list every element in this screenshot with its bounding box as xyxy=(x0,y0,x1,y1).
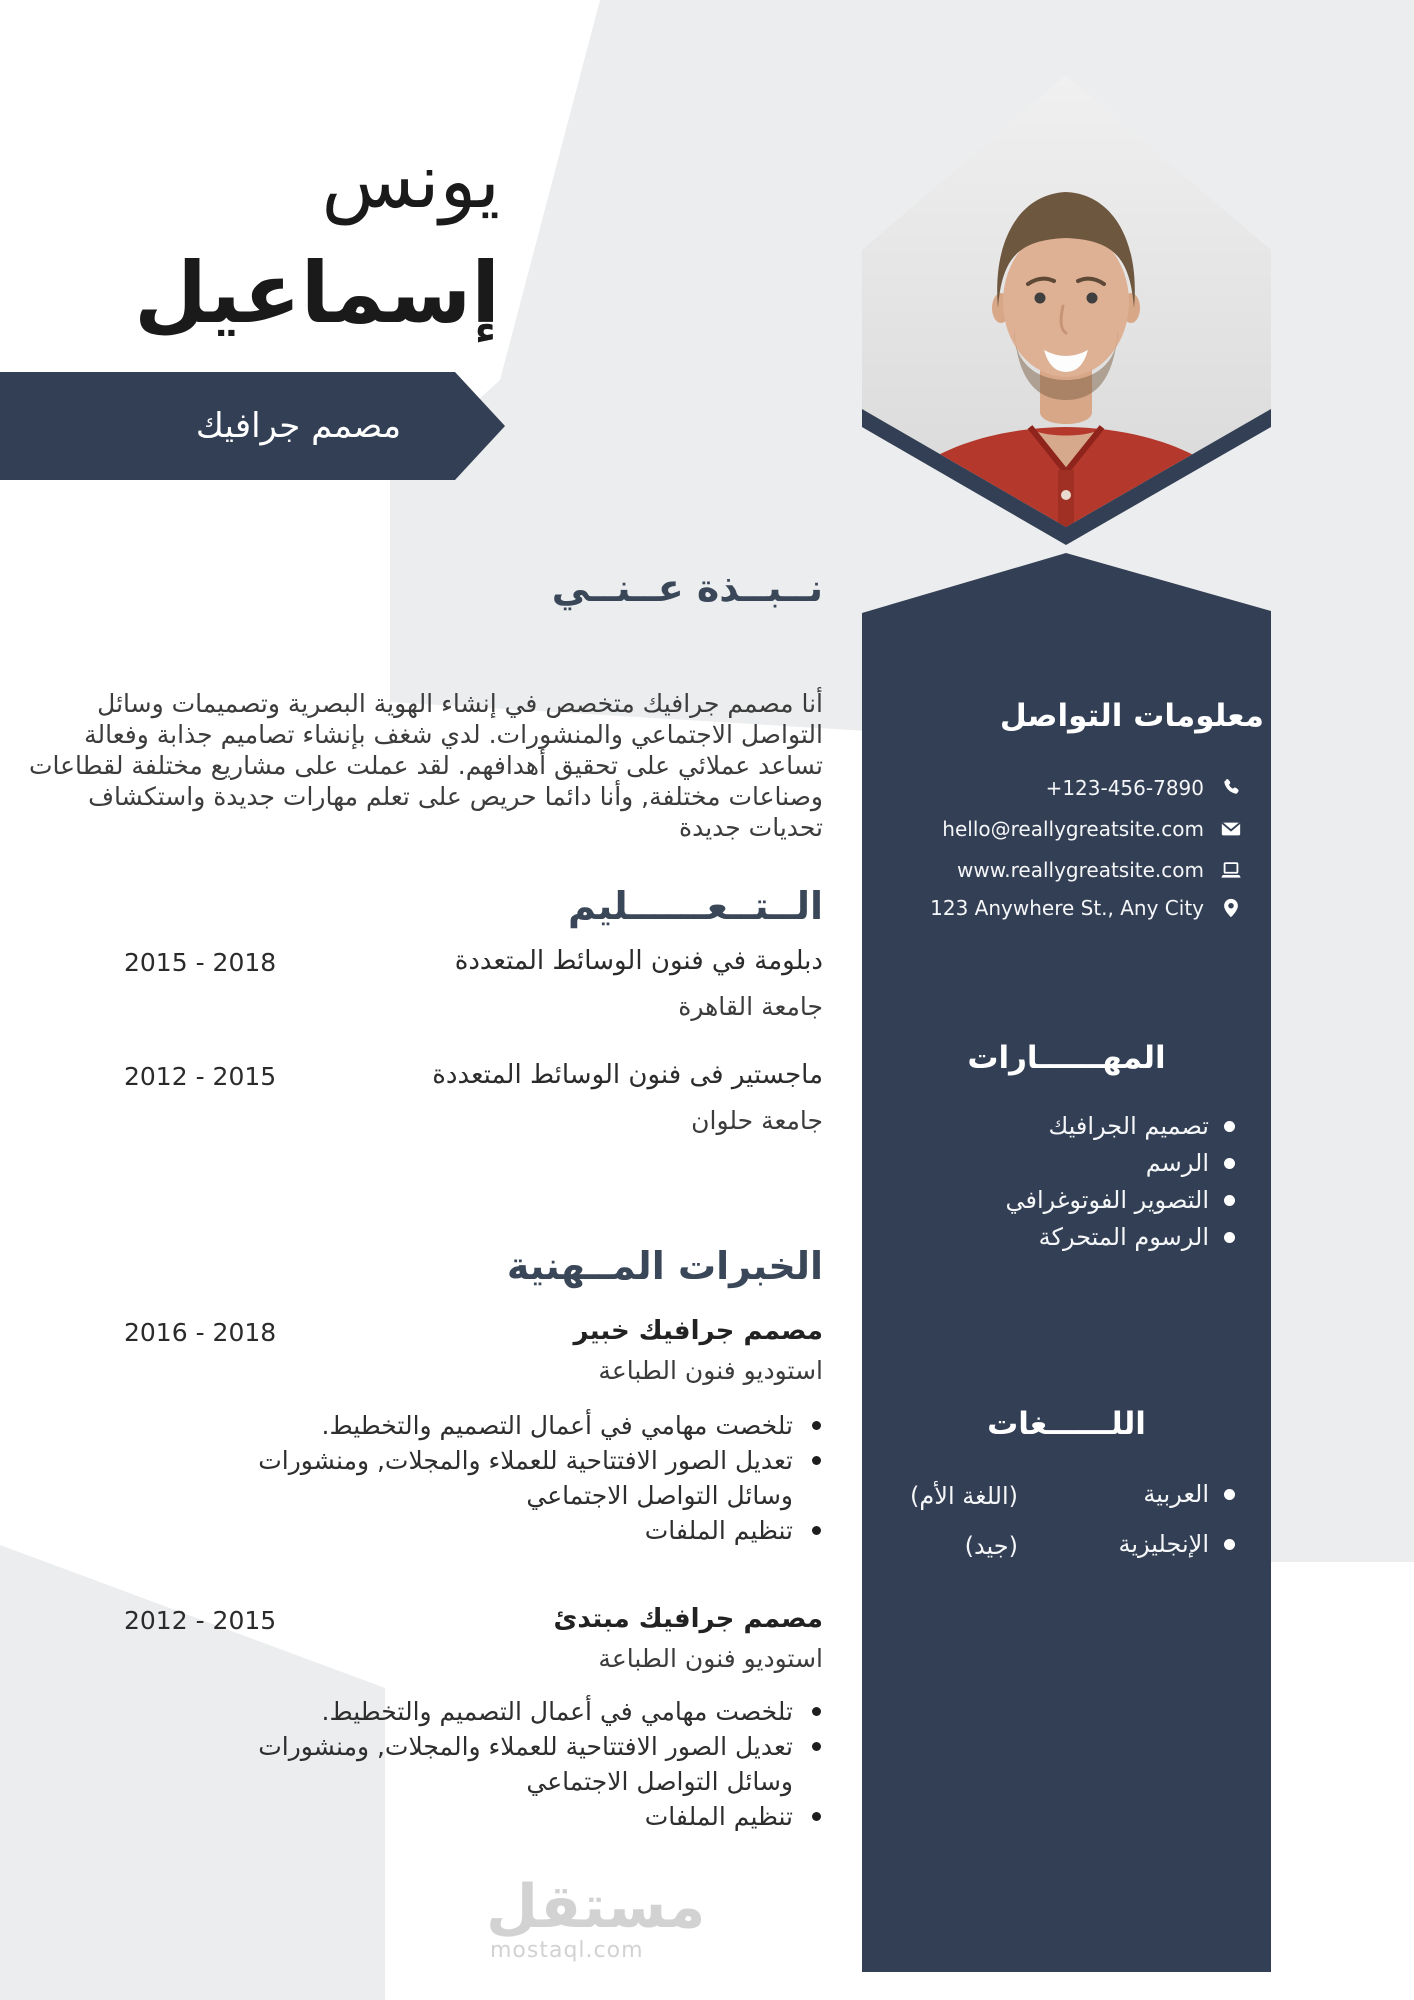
education-school: جامعة حلوان xyxy=(691,1106,823,1135)
job-title: مصمم جرافيك xyxy=(195,406,402,446)
language-item xyxy=(1118,1530,1235,1558)
list-item: تنظيم الملفات xyxy=(257,1799,823,1834)
last-name: إسماعيل xyxy=(134,244,500,342)
website-url: www.reallygreatsite.com xyxy=(957,858,1204,882)
section-heading-education: الــتــعــــــليم xyxy=(568,884,823,928)
experience-job-title: مصمم جرافيك مبتدئ xyxy=(553,1604,823,1634)
about-paragraph: أنا مصمم جرافيك متخصص في إنشاء الهوية البصرية وتصميمات وسائل التواصل الاجتماعي والمنشورات. لدي شغف بإنشاء تصاميم جذابة وفعالة تساعد عملائي على تحقيق أهدافهم. لقد عملت على مشاريع مختلفة لقطاعات وصناعات مختلفة, وأنا دائما حريص على تعلم مهارات جديدة واستكشاف تحديات جديدة xyxy=(28,689,823,842)
candidate-name xyxy=(134,128,500,352)
job-title-banner xyxy=(0,372,505,480)
location-icon xyxy=(1220,897,1242,919)
section-heading-contact: معلومات التواصل xyxy=(999,698,1264,734)
list-item: تعديل الصور الافتتاحية للعملاء والمجلات, ومنشورات وسائل التواصل الاجتماعي xyxy=(257,1729,823,1799)
skill-item xyxy=(1146,1149,1235,1177)
envelope-icon xyxy=(1220,818,1242,840)
education-dates: 2012 - 2015 xyxy=(124,1062,277,1091)
skill-label: تصميم الجرافيك xyxy=(1048,1112,1209,1140)
contact-row-email xyxy=(942,817,1242,841)
bullet-dot xyxy=(1224,1489,1235,1500)
language-item xyxy=(1143,1480,1235,1508)
laptop-icon xyxy=(1220,859,1242,881)
education-degree: ماجستير فى فنون الوسائط المتعددة xyxy=(432,1060,823,1090)
skill-label: الرسم xyxy=(1145,1149,1209,1177)
language-name: العربية xyxy=(1143,1480,1209,1508)
contact-row-address xyxy=(930,896,1242,920)
list-item: تلخصت مهامي في أعمال التصميم والتخطيط. xyxy=(257,1694,823,1729)
skill-label: التصوير الفوتوغرافي xyxy=(1005,1186,1209,1214)
contact-row-phone xyxy=(1046,776,1242,800)
education-school: جامعة القاهرة xyxy=(678,992,823,1021)
language-level: (جيد) xyxy=(964,1532,1018,1560)
skill-item xyxy=(1005,1186,1235,1214)
experience-company: استوديو فنون الطباعة xyxy=(598,1356,823,1385)
section-heading-experience: الخبرات المــهنية xyxy=(506,1244,823,1288)
section-heading-about: نــبــذة عــنــي xyxy=(551,566,823,610)
email-address: hello@reallygreatsite.com xyxy=(942,817,1204,841)
street-address: 123 Anywhere St., Any City xyxy=(930,896,1204,920)
phone-number: +123-456-7890 xyxy=(1045,776,1204,800)
bullet-dot xyxy=(1224,1158,1235,1169)
phone-icon xyxy=(1220,777,1242,799)
section-heading-languages: اللــــــغات xyxy=(987,1406,1146,1442)
experience-dates: 2016 - 2018 xyxy=(124,1318,277,1347)
bullet-dot xyxy=(1224,1195,1235,1206)
section-heading-skills: المهــــــارات xyxy=(967,1040,1166,1076)
first-name: يونس xyxy=(321,136,500,225)
experience-duties-list xyxy=(257,1408,823,1548)
bullet-dot xyxy=(1224,1232,1235,1243)
sidebar-panel xyxy=(862,553,1271,1972)
bullet-dot xyxy=(1224,1539,1235,1550)
skill-item xyxy=(1048,1112,1235,1140)
language-name: الإنجليزية xyxy=(1118,1530,1209,1558)
education-degree: دبلومة في فنون الوسائط المتعددة xyxy=(454,946,823,976)
list-item: تلخصت مهامي في أعمال التصميم والتخطيط. xyxy=(257,1408,823,1443)
contact-row-website xyxy=(957,858,1242,882)
education-dates: 2015 - 2018 xyxy=(124,948,277,977)
list-item: تعديل الصور الافتتاحية للعملاء والمجلات, ومنشورات وسائل التواصل الاجتماعي xyxy=(257,1443,823,1513)
skill-label: الرسوم المتحركة xyxy=(1038,1223,1209,1251)
watermark-domain: mostaql.com xyxy=(490,1938,644,1963)
list-item: تنظيم الملفات xyxy=(257,1513,823,1548)
experience-job-title: مصمم جرافيك خبير xyxy=(573,1316,823,1346)
experience-duties-list xyxy=(257,1694,823,1834)
bullet-dot xyxy=(1224,1121,1235,1132)
skill-item xyxy=(1039,1223,1235,1251)
language-level: (اللغة الأم) xyxy=(910,1482,1018,1510)
experience-dates: 2012 - 2015 xyxy=(124,1606,277,1635)
experience-company: استوديو فنون الطباعة xyxy=(598,1644,823,1673)
watermark-logo: مستقل xyxy=(486,1872,706,1942)
